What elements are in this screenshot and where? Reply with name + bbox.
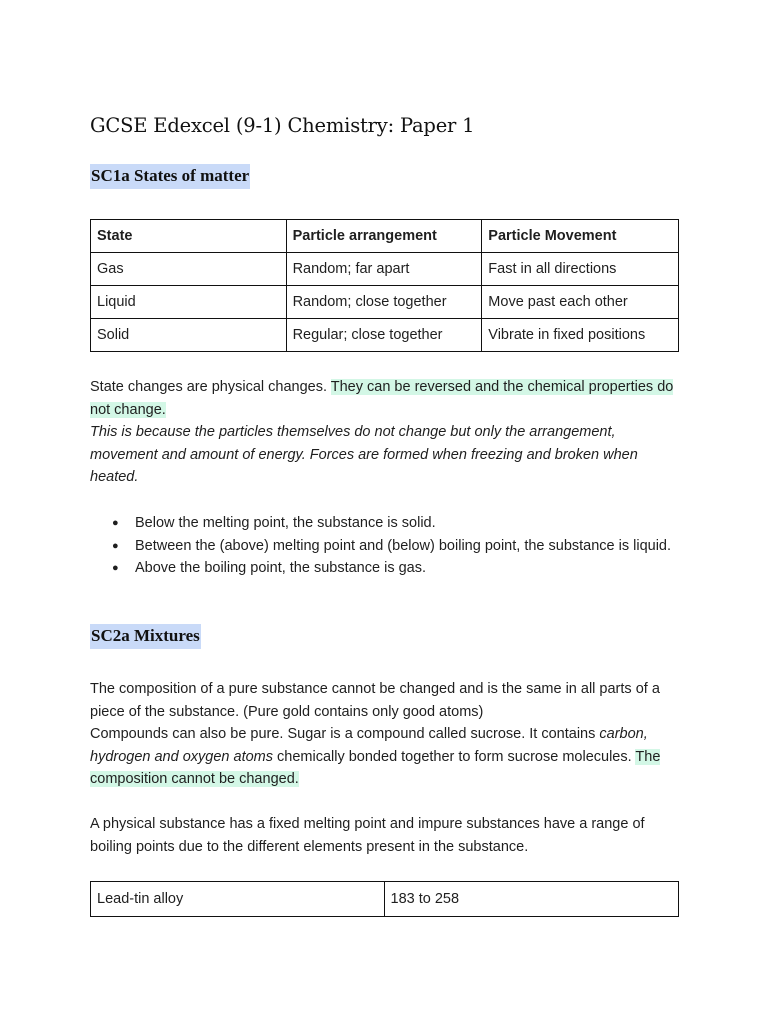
table-cell: Regular; close together [286, 319, 482, 352]
bullet-list [90, 512, 690, 580]
paragraph-text: State changes are physical changes. [90, 379, 331, 395]
table-header-row [91, 220, 679, 253]
table-cell: Liquid [91, 286, 287, 319]
table-cell: Fast in all directions [482, 253, 679, 286]
table-header-cell: Particle Movement [482, 220, 679, 253]
bullet-icon: ● [112, 539, 119, 552]
bullet-icon: ● [112, 517, 119, 529]
table-cell: Lead-tin alloy [91, 882, 385, 917]
list-item [90, 535, 690, 558]
table-cell: Move past each other [482, 286, 679, 319]
paragraph-text: Compounds can also be pure. Sugar is a compound called sucrose. It contains [90, 726, 600, 742]
section-heading-states-of-matter: SC1a States of matter [90, 164, 250, 189]
table-header-cell: State [91, 220, 287, 253]
paragraph-text: The composition of a pure substance cannot be changed and is the same in all parts of a piece of the substance. (Pure gold contains only good atoms) [90, 681, 660, 720]
table-row [91, 253, 679, 286]
table-row [91, 882, 679, 917]
alloy-table [90, 881, 679, 917]
table-cell: Random; far apart [286, 253, 482, 286]
table-row [91, 286, 679, 319]
list-item-text: Below the melting point, the substance is solid. [135, 515, 436, 531]
table-cell: Gas [91, 253, 287, 286]
section-heading-mixtures: SC2a Mixtures [90, 624, 201, 649]
bullet-icon: ● [112, 562, 119, 574]
table-cell: Vibrate in fixed positions [482, 319, 679, 352]
italic-explanation: This is because the particles themselves do not change but only the arrangement, movement and amount of energy. Forces are formed when freezing and broken when heated. [90, 424, 638, 485]
list-item [90, 512, 690, 535]
states-of-matter-table [90, 219, 679, 352]
table-cell: 183 to 258 [384, 882, 679, 917]
italic-text: carbon, hydrogen and oxygen atoms [90, 726, 648, 765]
pure-substance-paragraph [90, 678, 680, 791]
list-item [90, 557, 690, 580]
list-item-text: Above the boiling point, the substance is gas. [135, 560, 426, 576]
table-row [91, 319, 679, 352]
table-header-cell: Particle arrangement [286, 220, 482, 253]
melting-point-paragraph: A physical substance has a fixed melting point and impure substances have a range of boiling points due to the different elements present in the substance. [90, 816, 645, 855]
table-cell: Random; close together [286, 286, 482, 319]
table-cell: Solid [91, 319, 287, 352]
highlighted-text: The composition cannot be changed. [90, 748, 661, 787]
document-title: GCSE Edexcel (9-1) Chemistry: Paper 1 [90, 114, 475, 137]
state-changes-paragraph [90, 376, 682, 489]
paragraph-text: chemically bonded together to form sucrose molecules. [273, 748, 636, 765]
highlighted-text: They can be reversed and the chemical properties do not change. [90, 379, 674, 418]
list-item-text: Between the (above) melting point and (below) boiling point, the substance is liquid. [135, 537, 672, 554]
